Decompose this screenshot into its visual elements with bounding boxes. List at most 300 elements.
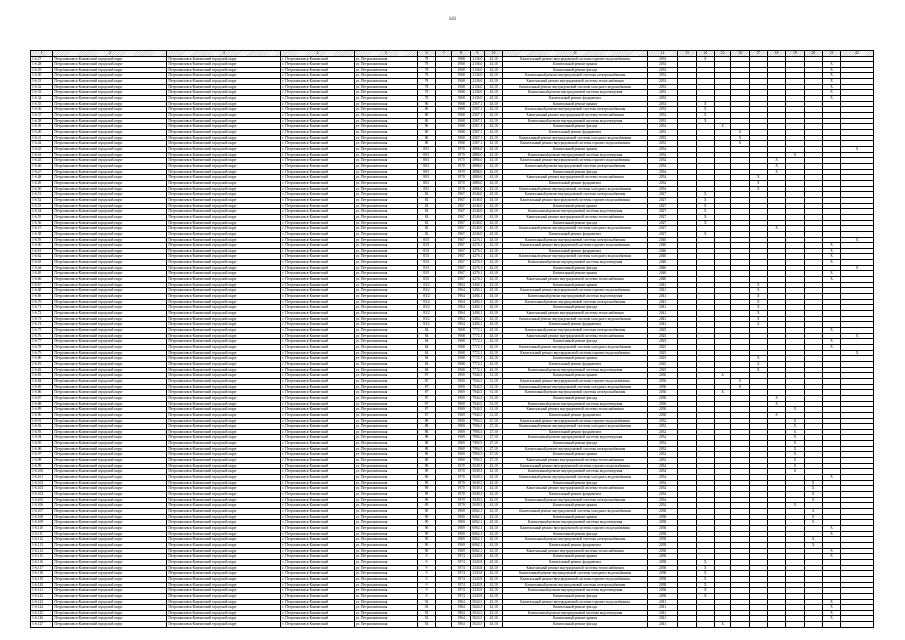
cell-year-built: 1970 (452, 469, 470, 475)
cell-work-type: Капитальный ремонт фасада (503, 265, 648, 271)
cell-work-type: Капитальный ремонт внутридомовой системы теплоснабжения (503, 214, 648, 220)
cell-period: 2034 (647, 486, 678, 492)
cell-year-built: 1969 (452, 424, 470, 430)
cell-period: 2033 (647, 101, 678, 107)
cell-share: 43,10 (484, 265, 502, 271)
cell-share: 43,10 (484, 152, 502, 158)
cell-share: 43,10 (484, 305, 502, 311)
cell-area: 5024,5 (470, 622, 484, 628)
cell-year-built: 1968 (452, 367, 470, 373)
cell-house-number: 83/1 (417, 271, 435, 277)
cell-municipality-repeat: Петропавловск-Камчатский городской округ (167, 282, 281, 288)
cell-mark-col-21: X (822, 616, 840, 622)
cell-mark-col-14: X (696, 113, 714, 119)
cell-period: 2038 (647, 576, 678, 582)
cell-share: 43,10 (484, 480, 502, 486)
cell-work-type: Капитальный ремонт фасада (503, 531, 648, 537)
cell-street: ул. Петропавловская (354, 231, 417, 237)
cell-share: 43,10 (484, 130, 502, 136)
cell-share: 43,10 (484, 463, 502, 469)
cell-municipality: Петропавловск-Камчатский городской округ (53, 56, 167, 62)
cell-work-type: Капитальный ремонт внутридомовой системы холодного водоснабжения (503, 316, 648, 322)
cell-share: 43,10 (484, 548, 502, 554)
cell-house-number: 78 (417, 79, 435, 85)
cell-period: 2033 (647, 118, 678, 124)
cell-row-id: 1-6.74 (31, 322, 53, 328)
cell-period: 2038 (647, 559, 678, 565)
cell-settlement: г. Петропавловск-Камчатский (281, 395, 354, 401)
cell-settlement: г. Петропавловск-Камчатский (281, 435, 354, 441)
cell-year-built: 1967 (452, 260, 470, 266)
cell-area: 7994,5 (470, 446, 484, 452)
cell-street: ул. Петропавловская (354, 130, 417, 136)
cell-share: 43,10 (484, 158, 502, 164)
cell-work-type: Капитальный ремонт фасада (503, 339, 648, 345)
cell-municipality-repeat: Петропавловск-Камчатский городской округ (167, 509, 281, 515)
cell-settlement: г. Петропавловск-Камчатский (281, 610, 354, 616)
cell-municipality: Петропавловск-Камчатский городской округ (53, 79, 167, 85)
cell-year-built: 1969 (452, 407, 470, 413)
cell-area: 2343,8 (470, 565, 484, 571)
column-header-10: 10 (484, 51, 502, 57)
cell-work-type: Капитальный ремонт фундамента (503, 248, 648, 254)
cell-municipality-repeat: Петропавловск-Камчатский городской округ (167, 101, 281, 107)
cell-share: 43,10 (484, 559, 502, 565)
cell-settlement: г. Петропавловск-Камчатский (281, 141, 354, 147)
cell-municipality: Петропавловск-Камчатский городской округ (53, 316, 167, 322)
column-header-5: 5 (354, 51, 417, 57)
cell-share: 31,10 (484, 407, 502, 413)
cell-work-type: Капитальный ремонт фундамента (503, 130, 648, 136)
cell-work-type: Капитальный ремонт фасада (503, 622, 648, 628)
cell-row-id: 1-6.91 (31, 418, 53, 424)
cell-year-built: 1968 (452, 79, 470, 85)
cell-settlement: г. Петропавловск-Камчатский (281, 480, 354, 486)
column-header-6: 6 (417, 51, 435, 57)
cell-share: 43,10 (484, 593, 502, 599)
cell-street: ул. Петропавловская (354, 169, 417, 175)
cell-area: 7944,5 (470, 373, 484, 379)
cell-area: 2136,0 (470, 96, 484, 102)
cell-municipality: Петропавловск-Камчатский городской округ (53, 441, 167, 447)
cell-municipality-repeat: Петропавловск-Камчатский городской округ (167, 79, 281, 85)
cell-street: ул. Петропавловская (354, 446, 417, 452)
cell-municipality: Петропавловск-Камчатский городской округ (53, 503, 167, 509)
cell-period: 2034 (647, 175, 678, 181)
cell-settlement: г. Петропавловск-Камчатский (281, 209, 354, 215)
cell-area: 4546,0 (470, 192, 484, 198)
cell-mark-col-18: X (767, 412, 785, 418)
cell-municipality-repeat: Петропавловск-Камчатский городской округ (167, 135, 281, 141)
cell-period: 2038 (647, 588, 678, 594)
cell-municipality-repeat: Петропавловск-Камчатский городской округ (167, 350, 281, 356)
cell-year-built: 1967 (452, 203, 470, 209)
cell-municipality-repeat: Петропавловск-Камчатский городской округ (167, 401, 281, 407)
cell-house-number: 89 (417, 503, 435, 509)
cell-area: 4546,0 (470, 231, 484, 237)
cell-row-id: 1-6.57 (31, 226, 53, 232)
cell-street: ул. Петропавловская (354, 277, 417, 283)
cell-year-built: 1968 (452, 56, 470, 62)
cell-street: ул. Петропавловская (354, 378, 417, 384)
cell-street: ул. Петропавловская (354, 175, 417, 181)
cell-settlement: г. Петропавловск-Камчатский (281, 469, 354, 475)
cell-area: 2343,8 (470, 588, 484, 594)
cell-year-built: 1969 (452, 458, 470, 464)
cell-mark-col-17: X (749, 316, 767, 322)
cell-municipality-repeat: Петропавловск-Камчатский городской округ (167, 192, 281, 198)
cell-period: 2033 (647, 113, 678, 119)
column-header-12: 12 (647, 51, 678, 57)
column-header-19: 19 (786, 51, 804, 57)
cell-share: 31,10 (484, 390, 502, 396)
cell-period: 2025 (647, 367, 678, 373)
cell-row-id: 1-6.83 (31, 373, 53, 379)
column-header-3: 3 (167, 51, 281, 57)
cell-municipality-repeat: Петропавловск-Камчатский городской округ (167, 339, 281, 345)
cell-mark-col-21: X (822, 475, 840, 481)
cell-municipality-repeat: Петропавловск-Камчатский городской округ (167, 514, 281, 520)
cell-settlement: г. Петропавловск-Камчатский (281, 73, 354, 79)
cell-house-number: 84 (417, 350, 435, 356)
cell-settlement: г. Петропавловск-Камчатский (281, 328, 354, 334)
cell-street: ул. Петропавловская (354, 152, 417, 158)
cell-area: 6062,1 (470, 514, 484, 520)
cell-work-type: Капитальный ремонт внутридомовой системы теплоснабжения (503, 458, 648, 464)
cell-period: 2033 (647, 79, 678, 85)
cell-house-number: 83/2 (417, 322, 435, 328)
page-number: 141 (448, 17, 457, 22)
cell-municipality-repeat: Петропавловск-Камчатский городской округ (167, 141, 281, 147)
cell-row-id: 1-6.34 (31, 96, 53, 102)
cell-period: 2041 (647, 622, 678, 628)
cell-period: 2027 (647, 226, 678, 232)
cell-municipality: Петропавловск-Камчатский городской округ (53, 356, 167, 362)
cell-area: 4886,0 (470, 180, 484, 186)
cell-row-id: 1-6.122 (31, 593, 53, 599)
cell-period: 2034 (647, 497, 678, 503)
cell-mark-col-19: X (786, 503, 804, 509)
cell-street: ул. Петропавловская (354, 209, 417, 215)
cell-municipality-repeat: Петропавловск-Камчатский городской округ (167, 294, 281, 300)
cell-house-number: 89 (417, 486, 435, 492)
cell-row-id: 1-6.46 (31, 163, 53, 169)
cell-share: 43,10 (484, 163, 502, 169)
cell-year-built: 1968 (452, 90, 470, 96)
cell-municipality: Петропавловск-Камчатский городской округ (53, 141, 167, 147)
cell-municipality-repeat: Петропавловск-Камчатский городской округ (167, 480, 281, 486)
cell-year-built: 1970 (452, 147, 470, 153)
cell-house-number: 87 (417, 378, 435, 384)
cell-year-built: 1967 (452, 197, 470, 203)
cell-street: ул. Петропавловская (354, 458, 417, 464)
cell-area: 7994,5 (470, 435, 484, 441)
cell-share: 43,10 (484, 322, 502, 328)
cell-mark-col-18: X (767, 226, 785, 232)
cell-work-type: Капитальный ремонт внутридомовой системы горячего водоснабжения (503, 243, 648, 249)
cell-street: ул. Петропавловская (354, 56, 417, 62)
cell-municipality-repeat: Петропавловск-Камчатский городской округ (167, 175, 281, 181)
cell-settlement: г. Петропавловск-Камчатский (281, 446, 354, 452)
cell-settlement: г. Петропавловск-Камчатский (281, 605, 354, 611)
cell-row-id: 1-6.125 (31, 610, 53, 616)
cell-municipality: Петропавловск-Камчатский городской округ (53, 588, 167, 594)
cell-house-number: 9 (417, 571, 435, 577)
cell-row-id: 1-6.103 (31, 486, 53, 492)
cell-period: 2034 (647, 169, 678, 175)
cell-row-id: 1-6.117 (31, 565, 53, 571)
cell-mark-col-14: X (696, 56, 714, 62)
cell-year-built: 1974 (452, 582, 470, 588)
cell-year-built: 1969 (452, 525, 470, 531)
cell-mark-col-21 (822, 622, 840, 628)
cell-street: ул. Петропавловская (354, 593, 417, 599)
cell-work-type: Капитальный ремонт внутридомовой системы теплоснабжения (503, 407, 648, 413)
cell-settlement: г. Петропавловск-Камчатский (281, 367, 354, 373)
cell-share: 27,10 (484, 446, 502, 452)
cell-municipality: Петропавловск-Камчатский городской округ (53, 271, 167, 277)
cell-municipality: Петропавловск-Камчатский городской округ (53, 367, 167, 373)
cell-house-number: 87 (417, 412, 435, 418)
cell-mark-col-21: X (822, 605, 840, 611)
cell-street: ул. Петропавловская (354, 582, 417, 588)
cell-municipality: Петропавловск-Камчатский городской округ (53, 118, 167, 124)
cell-street: ул. Петропавловская (354, 203, 417, 209)
cell-row-id: 1-6.126 (31, 616, 53, 622)
cell-settlement: г. Петропавловск-Камчатский (281, 525, 354, 531)
cell-work-type: Капитальный ремонт внутридомовой системы горячего водоснабжения (503, 350, 648, 356)
cell-row-id: 1-6.81 (31, 361, 53, 367)
cell-municipality: Петропавловск-Камчатский городской округ (53, 565, 167, 571)
column-header-13: 13 (678, 51, 696, 57)
cell-municipality-repeat: Петропавловск-Камчатский городской округ (167, 525, 281, 531)
cell-period: 2025 (647, 350, 678, 356)
cell-work-type: Капитальный ремонт внутридомовой системы горячего водоснабжения (503, 197, 648, 203)
cell-period: 2032 (647, 441, 678, 447)
cell-street: ул. Петропавловская (354, 429, 417, 435)
cell-mark-col-17: X (749, 356, 767, 362)
cell-street: ул. Петропавловская (354, 339, 417, 345)
cell-municipality: Петропавловск-Камчатский городской округ (53, 480, 167, 486)
cell-work-type: Капитальный ремонт внутридомовой системы горячего водоснабжения (503, 141, 648, 147)
cell-settlement: г. Петропавловск-Камчатский (281, 554, 354, 560)
cell-municipality: Петропавловск-Камчатский городской округ (53, 67, 167, 73)
cell-mark-col-21: X (822, 243, 840, 249)
cell-municipality-repeat: Петропавловск-Камчатский городской округ (167, 73, 281, 79)
cell-row-id: 1-6.52 (31, 197, 53, 203)
cell-period: 2038 (647, 514, 678, 520)
cell-street: ул. Петропавловская (354, 503, 417, 509)
cell-share: 43,10 (484, 356, 502, 362)
cell-municipality: Петропавловск-Камчатский городской округ (53, 576, 167, 582)
cell-municipality-repeat: Петропавловск-Камчатский городской округ (167, 158, 281, 164)
cell-share: 27,10 (484, 435, 502, 441)
cell-period: 2041 (647, 299, 678, 305)
cell-street: ул. Петропавловская (354, 492, 417, 498)
cell-area: 4886,0 (470, 147, 484, 153)
cell-municipality-repeat: Петропавловск-Камчатский городской округ (167, 610, 281, 616)
cell-mark-col-20: X (804, 537, 822, 543)
column-header-7: 7 (436, 51, 452, 57)
column-header-16: 16 (731, 51, 749, 57)
cell-area: 3494,1 (470, 322, 484, 328)
cell-year-built: 1974 (452, 571, 470, 577)
cell-period: 2034 (647, 163, 678, 169)
cell-municipality: Петропавловск-Камчатский городской округ (53, 520, 167, 526)
cell-work-type: Капитальный ремонт фасада (503, 220, 648, 226)
cell-municipality: Петропавловск-Камчатский городской округ (53, 305, 167, 311)
cell-area: 5049,3 (470, 469, 484, 475)
cell-period: 2040 (647, 277, 678, 283)
cell-house-number: 82 (417, 209, 435, 215)
cell-house-number: 90 (417, 509, 435, 515)
cell-municipality: Петропавловск-Камчатский городской округ (53, 192, 167, 198)
cell-house-number: 88 (417, 429, 435, 435)
cell-share: 43,10 (484, 277, 502, 283)
cell-municipality: Петропавловск-Камчатский городской округ (53, 163, 167, 169)
cell-house-number: 80 (417, 141, 435, 147)
cell-house-number: 83/2 (417, 316, 435, 322)
cell-street: ул. Петропавловская (354, 452, 417, 458)
cell-municipality: Петропавловск-Камчатский городской округ (53, 554, 167, 560)
cell-period: 2040 (647, 243, 678, 249)
cell-mark-col-21: X (822, 260, 840, 266)
cell-area: 4546,0 (470, 220, 484, 226)
cell-row-id: 1-6.53 (31, 203, 53, 209)
cell-area: 7772,1 (470, 339, 484, 345)
cell-row-id: 1-6.28 (31, 62, 53, 68)
cell-share: 43,10 (484, 260, 502, 266)
cell-mark-col-18: X (767, 169, 785, 175)
cell-share: 43,10 (484, 231, 502, 237)
cell-area: 5024,5 (470, 610, 484, 616)
cell-row-id: 1-6.31 (31, 79, 53, 85)
cell-street: ул. Петропавловская (354, 361, 417, 367)
cell-street: ул. Петропавловская (354, 243, 417, 249)
cell-mark-col-21: X (822, 277, 840, 283)
cell-work-type: Капитальный ремонт фундамента (503, 231, 648, 237)
cell-year-built: 1968 (452, 361, 470, 367)
cell-year-built: 1968 (452, 333, 470, 339)
cell-period: 2034 (647, 152, 678, 158)
cell-settlement: г. Петропавловск-Камчатский (281, 384, 354, 390)
cell-period: 2041 (647, 288, 678, 294)
cell-street: ул. Петропавловская (354, 299, 417, 305)
cell-mark-col-19: X (786, 407, 804, 413)
cell-house-number: 82 (417, 192, 435, 198)
cell-year-built: 1964 (452, 322, 470, 328)
cell-year-built: 1967 (452, 271, 470, 277)
cell-settlement: г. Петропавловск-Камчатский (281, 192, 354, 198)
cell-municipality: Петропавловск-Камчатский городской округ (53, 237, 167, 243)
cell-house-number: 89 (417, 469, 435, 475)
cell-mark-col-21: X (822, 271, 840, 277)
cell-area: 2136,0 (470, 73, 484, 79)
cell-mark-col-21: X (822, 79, 840, 85)
cell-settlement: г. Петропавловск-Камчатский (281, 113, 354, 119)
cell-year-built: 1964 (452, 282, 470, 288)
cell-street: ул. Петропавловская (354, 73, 417, 79)
cell-settlement: г. Петропавловск-Камчатский (281, 135, 354, 141)
cell-mark-col-22: X (841, 237, 874, 243)
cell-municipality-repeat: Петропавловск-Камчатский городской округ (167, 384, 281, 390)
cell-municipality: Петропавловск-Камчатский городской округ (53, 531, 167, 537)
cell-year-built: 1970 (452, 503, 470, 509)
cell-settlement: г. Петропавловск-Камчатский (281, 407, 354, 413)
cell-street: ул. Петропавловская (354, 395, 417, 401)
cell-work-type: Капитальный ремонт крыши (503, 373, 648, 379)
cell-street: ул. Петропавловская (354, 622, 417, 628)
cell-house-number: 90 (417, 542, 435, 548)
cell-street: ул. Петропавловская (354, 412, 417, 418)
cell-share: 43,10 (484, 492, 502, 498)
cell-street: ул. Петропавловская (354, 390, 417, 396)
cell-work-type: Капитальный ремонт крыши (503, 503, 648, 509)
cell-settlement: г. Петропавловск-Камчатский (281, 67, 354, 73)
cell-mark-col-13 (678, 622, 696, 628)
cell-area: 5049,3 (470, 480, 484, 486)
cell-period: 2027 (647, 192, 678, 198)
cell-house-number: 80/1 (417, 180, 435, 186)
cell-settlement: г. Петропавловск-Камчатский (281, 163, 354, 169)
cell-share: 43,10 (484, 582, 502, 588)
cell-row-id: 1-6.76 (31, 333, 53, 339)
cell-mark-col-19 (786, 622, 804, 628)
column-header-14: 14 (696, 51, 714, 57)
cell-work-type: Капитальный ремонт внутридомовой системы водоотведения (503, 435, 648, 441)
cell-year-built: 1970 (452, 152, 470, 158)
cell-street: ул. Петропавловская (354, 514, 417, 520)
cell-street: ул. Петропавловская (354, 322, 417, 328)
cell-year-built: 1968 (452, 96, 470, 102)
cell-street: ул. Петропавловская (354, 424, 417, 430)
cell-municipality-repeat: Петропавловск-Камчатский городской округ (167, 277, 281, 283)
cell-share: 43,10 (484, 141, 502, 147)
cell-area: 2567,1 (470, 118, 484, 124)
cell-share: 43,10 (484, 254, 502, 260)
cell-period: 2030 (647, 373, 678, 379)
cell-mark-col-19: X (786, 424, 804, 430)
cell-row-id: 1-6.43 (31, 147, 53, 153)
cell-year-built: 1967 (452, 265, 470, 271)
cell-share: 43,10 (484, 503, 502, 509)
cell-period: 2033 (647, 67, 678, 73)
cell-work-type: Капитальный ремонт внутридомовой системы электроснабжения (503, 163, 648, 169)
cell-area: 2343,8 (470, 554, 484, 560)
cell-area: 5024,5 (470, 616, 484, 622)
cell-row-id: 1-6.48 (31, 175, 53, 181)
cell-settlement: г. Петропавловск-Камчатский (281, 333, 354, 339)
cell-work-type: Капитальный ремонт внутридомовой системы водоотведения (503, 401, 648, 407)
cell-settlement: г. Петропавловск-Камчатский (281, 503, 354, 509)
cell-row-id: 1-6.58 (31, 231, 53, 237)
cell-municipality: Петропавловск-Камчатский городской округ (53, 62, 167, 68)
cell-row-id: 1-6.50 (31, 186, 53, 192)
cell-share: 43,10 (484, 186, 502, 192)
cell-share: 43,10 (484, 79, 502, 85)
column-header-8: 8 (452, 51, 470, 57)
cell-municipality-repeat: Петропавловск-Камчатский городской округ (167, 152, 281, 158)
cell-municipality: Петропавловск-Камчатский городской округ (53, 571, 167, 577)
cell-municipality-repeat: Петропавловск-Камчатский городской округ (167, 537, 281, 543)
cell-row-id: 1-6.102 (31, 480, 53, 486)
cell-settlement: г. Петропавловск-Камчатский (281, 486, 354, 492)
cell-house-number: 78 (417, 67, 435, 73)
cell-municipality: Петропавловск-Камчатский городской округ (53, 333, 167, 339)
cell-row-id: 1-6.112 (31, 537, 53, 543)
cell-settlement: г. Петропавловск-Камчатский (281, 124, 354, 130)
cell-municipality: Петропавловск-Камчатский городской округ (53, 130, 167, 136)
